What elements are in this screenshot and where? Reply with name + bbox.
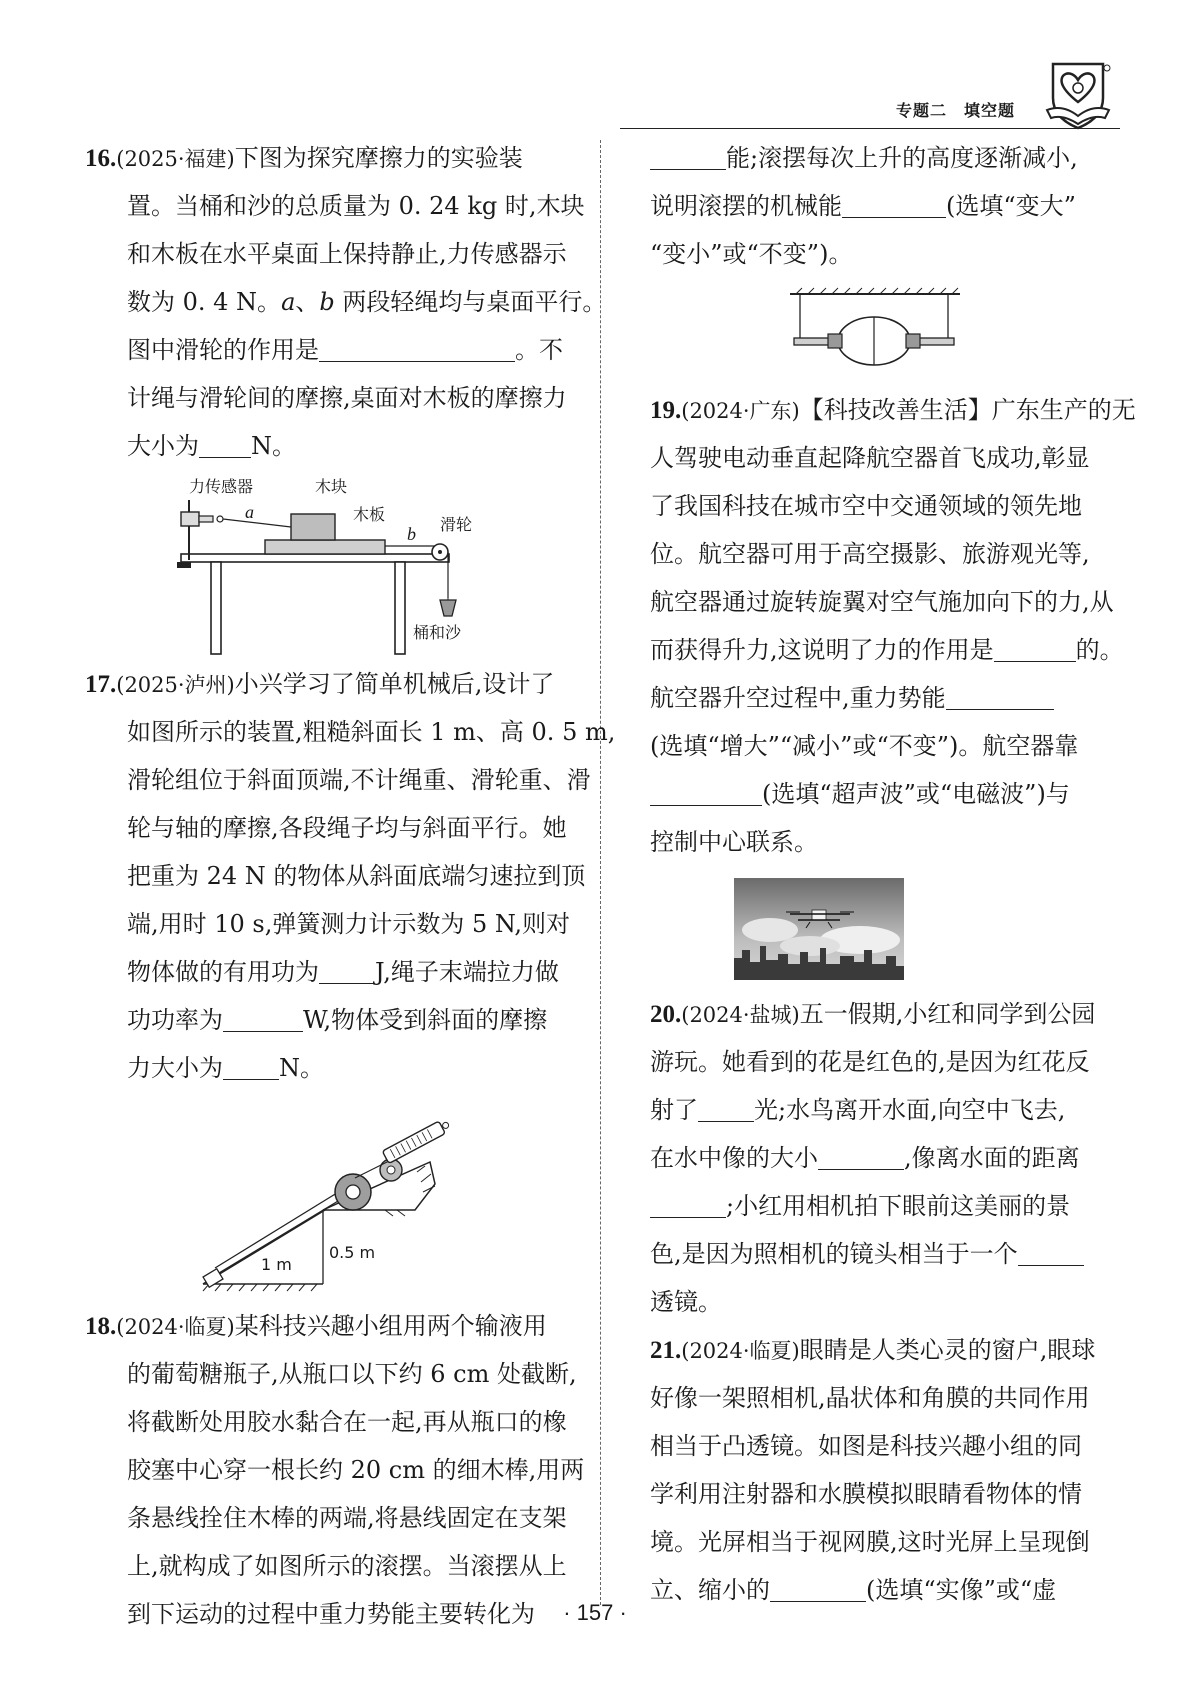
question-text: 小兴学习了简单机械后,设计了 xyxy=(234,670,555,698)
question-text: 的葡萄糖瓶子,从瓶口以下约 6 cm 处截断, xyxy=(127,1360,577,1388)
question-text: 境。光屏相当于视网膜,这时光屏上呈现倒 xyxy=(650,1528,1090,1556)
question-text: 图中滑轮的作用是 xyxy=(127,336,319,364)
answer-blank[interactable] xyxy=(770,1572,866,1602)
question-text: 控制中心联系。 xyxy=(650,828,818,856)
label-rope-b: b xyxy=(407,524,416,544)
rope-b-label: b xyxy=(319,288,335,316)
question-text: 色,是因为照相机的镜头相当于一个 xyxy=(650,1240,1018,1268)
question-text: 如图所示的装置,粗糙斜面长 1 m、高 0. 5 m, xyxy=(127,718,616,746)
question-text: W,物体受到斜面的摩擦 xyxy=(303,1006,548,1034)
answer-blank[interactable] xyxy=(1018,1236,1084,1266)
question-text: ;小红用相机拍下眼前这美丽的景 xyxy=(726,1192,1071,1220)
question-text: 置。当桶和沙的总质量为 0. 24 kg 时,木块 xyxy=(127,192,585,220)
answer-blank[interactable] xyxy=(223,1050,279,1080)
question-source: (2024·盐城) xyxy=(681,1003,800,1027)
answer-blank[interactable] xyxy=(650,1188,726,1218)
question-number: 17. xyxy=(85,671,117,698)
question-text: 五一假期,小红和同学到公园 xyxy=(799,1000,1096,1028)
question-text: 能;滚摆每次上升的高度逐渐减小, xyxy=(726,144,1078,172)
label-incline-length: 1 m xyxy=(261,1255,292,1274)
question-17 xyxy=(85,660,616,1302)
publisher-logo-icon xyxy=(1043,58,1113,130)
question-text: (选填“实像”或“虚 xyxy=(866,1576,1057,1604)
question-text: 人驾驶电动垂直起降航空器首飞成功,彰显 xyxy=(650,444,1090,472)
question-text: 射了 xyxy=(650,1096,698,1124)
answer-blank[interactable] xyxy=(199,428,251,458)
question-number: 18. xyxy=(85,1313,117,1340)
question-text: 而获得升力,这说明了力的作用是 xyxy=(650,636,994,664)
answer-blank[interactable] xyxy=(842,188,946,218)
question-text: 好像一架照相机,晶状体和角膜的共同作用 xyxy=(650,1384,1090,1412)
question-text: 物体做的有用功为 xyxy=(127,958,319,986)
question-number: 16. xyxy=(85,145,117,172)
question-source: (2024·临夏) xyxy=(116,1315,235,1339)
question-text: 学利用注射器和水膜模拟眼睛看物体的情 xyxy=(650,1480,1082,1508)
question-source: (2024·临夏) xyxy=(681,1339,800,1363)
question-text: 说明滚摆的机械能 xyxy=(650,192,842,220)
question-text: 滑轮组位于斜面顶端,不计绳重、滑轮重、滑 xyxy=(127,766,591,794)
question-text: 把重为 24 N 的物体从斜面底端匀速拉到顶 xyxy=(127,862,586,890)
question-text: 在水中像的大小 xyxy=(650,1144,818,1172)
label-board: 木板 xyxy=(353,505,386,524)
question-text: 大小为 xyxy=(127,432,199,460)
incline-pulley-figure xyxy=(85,1092,585,1302)
friction-apparatus-figure xyxy=(85,470,585,660)
question-16 xyxy=(85,134,607,660)
answer-blank[interactable] xyxy=(994,632,1076,662)
question-text: 航空器通过旋转旋翼对空气施加向下的力,从 xyxy=(650,588,1114,616)
question-text: 游玩。她看到的花是红色的,是因为红花反 xyxy=(650,1048,1090,1076)
page-number-value: 157 xyxy=(576,1600,614,1625)
question-text: N。 xyxy=(279,1054,324,1082)
answer-blank[interactable] xyxy=(319,954,375,984)
question-18-continued xyxy=(650,134,1115,386)
question-text: 的。 xyxy=(1075,636,1124,664)
question-text: 胶塞中心穿一根长约 20 cm 的细木棒,用两 xyxy=(127,1456,585,1484)
question-text: 上,就构成了如图所示的滚摆。当滚摆从上 xyxy=(127,1552,567,1580)
maxwell-wheel-figure xyxy=(650,278,1115,386)
question-source: (2024·广东) xyxy=(681,399,800,423)
question-text: 将截断处用胶水黏合在一起,再从瓶口的橡 xyxy=(127,1408,567,1436)
answer-blank[interactable] xyxy=(818,1140,904,1170)
header-title: 专题二 填空题 xyxy=(896,101,1016,120)
column-divider xyxy=(600,140,601,1605)
question-text: 条悬线拴住木棒的两端,将悬线固定在支架 xyxy=(127,1504,567,1532)
question-number: 20. xyxy=(650,1001,682,1028)
label-rope-a: a xyxy=(245,502,254,522)
question-text: (选填“超声波”或“电磁波”)与 xyxy=(762,780,1070,808)
label-incline-height: 0.5 m xyxy=(329,1243,376,1262)
question-20 xyxy=(650,990,1115,1326)
question-text: N。 xyxy=(251,432,296,460)
rope-a-label: a xyxy=(281,288,296,316)
question-text: (选填“增大”“减小”或“不变”)。航空器靠 xyxy=(650,732,1079,760)
answer-blank[interactable] xyxy=(650,776,762,806)
question-21 xyxy=(650,1326,1115,1614)
question-text: 位。航空器可用于高空摄影、旅游观光等, xyxy=(650,540,1090,568)
question-text: 和木板在水平桌面上保持静止,力传感器示 xyxy=(127,240,567,268)
question-text: “变小”或“不变”)。 xyxy=(650,240,853,268)
question-text: 某科技兴趣小组用两个输液用 xyxy=(234,1312,547,1340)
answer-blank[interactable] xyxy=(650,140,726,170)
question-text: 力大小为 xyxy=(127,1054,223,1082)
page-number: · 157 · xyxy=(563,1600,627,1625)
question-text: 轮与轴的摩擦,各段绳子均与斜面平行。她 xyxy=(127,814,567,842)
question-text: 、 xyxy=(295,288,320,316)
question-text: 功功率为 xyxy=(127,1006,223,1034)
question-text: 到下运动的过程中重力势能主要转化为 xyxy=(127,1600,535,1628)
question-text: 立、缩小的 xyxy=(650,1576,770,1604)
question-number: 21. xyxy=(650,1337,682,1364)
label-bucket-sand: 桶和沙 xyxy=(413,623,462,642)
question-source: (2025·福建) xyxy=(116,147,235,171)
question-text: 数为 0. 4 N。 xyxy=(127,288,282,316)
question-text: 透镜。 xyxy=(650,1288,722,1316)
question-text: 航空器升空过程中,重力势能 xyxy=(650,684,946,712)
question-number: 19. xyxy=(650,397,682,424)
question-text: ,像离水面的距离 xyxy=(904,1144,1080,1172)
question-text: 下图为探究摩擦力的实验装 xyxy=(234,144,523,172)
question-18 xyxy=(85,1302,585,1638)
answer-blank[interactable] xyxy=(319,332,515,362)
question-text: 两段轻绳均与桌面平行。 xyxy=(334,288,607,316)
question-text: 相当于凸透镜。如图是科技兴趣小组的同 xyxy=(650,1432,1082,1460)
question-text: 光;水鸟离开水面,向空中飞去, xyxy=(754,1096,1066,1124)
question-text: 【科技改善生活】广东生产的无 xyxy=(799,396,1136,424)
question-text: (选填“变大” xyxy=(946,192,1076,220)
question-source: (2025·泸州) xyxy=(116,673,235,697)
question-text: 端,用时 10 s,弹簧测力计示数为 5 N,则对 xyxy=(127,910,570,938)
question-text: 了我国科技在城市空中交通领域的领先地 xyxy=(650,492,1082,520)
question-text: 眼睛是人类心灵的窗户,眼球 xyxy=(799,1336,1096,1364)
answer-blank[interactable] xyxy=(946,680,1054,710)
label-block: 木块 xyxy=(315,477,348,496)
right-column xyxy=(650,134,1136,1614)
question-text: 。不 xyxy=(515,336,563,364)
label-force-sensor: 力传感器 xyxy=(189,477,254,496)
drone-photo xyxy=(650,870,1115,990)
answer-blank[interactable] xyxy=(223,1002,303,1032)
question-text: J,绳子末端拉力做 xyxy=(375,958,559,986)
answer-blank[interactable] xyxy=(698,1092,754,1122)
label-pulley: 滑轮 xyxy=(440,515,473,534)
question-19 xyxy=(650,386,1136,990)
question-text: 计绳与滑轮间的摩擦,桌面对木板的摩擦力 xyxy=(127,384,567,412)
